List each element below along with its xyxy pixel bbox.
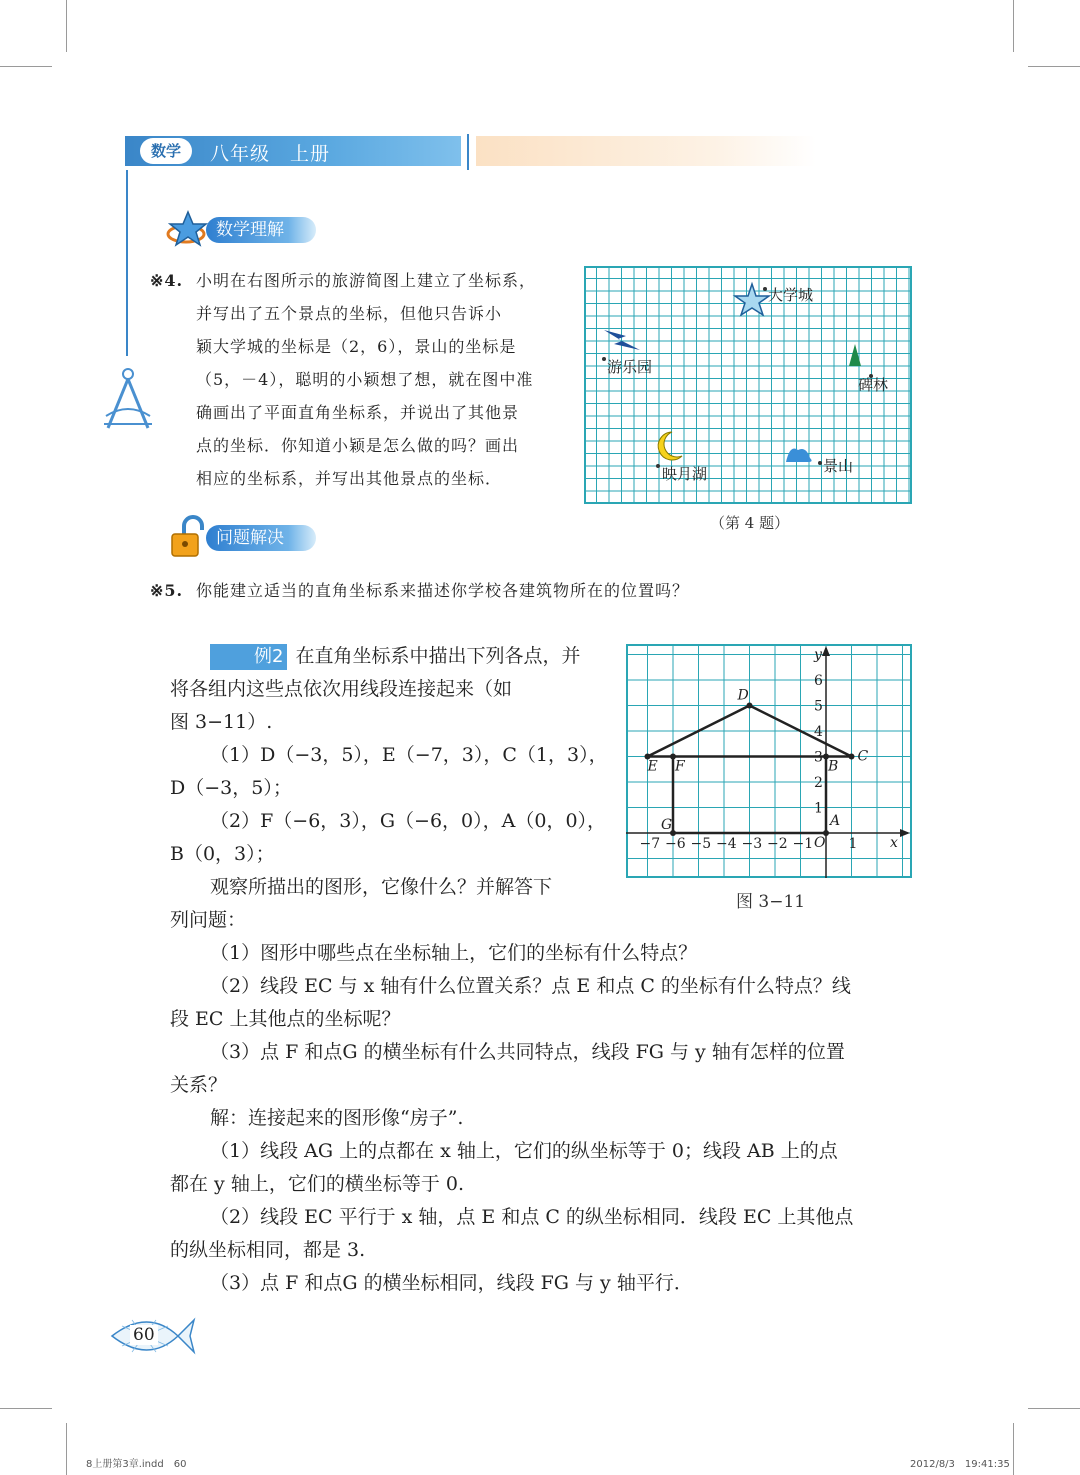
coordinate-plot	[626, 644, 912, 878]
x-tick-label: −7	[639, 836, 661, 852]
example-observe-line: 观察所描出的图形，它像什么？并解答下	[210, 876, 553, 898]
park-point	[602, 357, 606, 361]
problem4-line: 并写出了五个景点的坐标，但他只告诉小	[196, 304, 503, 323]
y-tick-label: 3	[814, 749, 823, 766]
example-observe-line: 列问题：	[170, 909, 247, 931]
y-axis-label: y	[814, 647, 822, 663]
y-tick-label: 5	[814, 698, 823, 715]
answer-1-line: 都在 y 轴上，它们的横坐标等于 0.	[170, 1173, 464, 1195]
question-3-line: （3）点 F 和点G 的横坐标有什么共同特点，线段 FG 与 y 轴有怎样的位置	[210, 1041, 845, 1063]
point-C	[849, 754, 855, 760]
x-tick-label: −4	[716, 836, 737, 852]
answer-1-line: （1）线段 AG 上的点都在 x 轴上，它们的纵坐标等于 0；线段 AB 上的点	[210, 1140, 838, 1162]
problem4-line: 小明在右图所示的旅游简图上建立了坐标系，	[196, 271, 537, 290]
problem4-number: ※4.	[150, 271, 184, 290]
x-tick-label: −2	[767, 836, 788, 852]
point-label-D: D	[737, 687, 749, 704]
page-number: 60	[130, 1325, 158, 1345]
y-tick-label: 1	[814, 800, 823, 817]
example-column	[170, 640, 610, 937]
x-tick-label: 1	[848, 836, 858, 852]
point-label-F: F	[675, 758, 685, 775]
header-divider	[467, 134, 469, 170]
question-3-line: 关系？	[170, 1074, 228, 1096]
crop-mark	[66, 1423, 67, 1475]
y-tick-label: 6	[814, 673, 823, 689]
university-label: 大学城	[768, 286, 814, 304]
x-tick-label: −5	[690, 836, 712, 852]
x-tick-label: −1	[792, 836, 814, 852]
example-body	[170, 937, 915, 1300]
example-item1-line: D（−3，5）；	[170, 777, 292, 799]
y-tick-label: 2	[814, 775, 823, 791]
problem4-line: 相应的坐标系，并写出其他景点的坐标．	[196, 469, 503, 488]
problem4-line: 点的坐标．你知道小颖是怎么做的吗？画出	[196, 436, 520, 455]
compass-icon	[100, 366, 156, 432]
crop-mark	[1028, 1408, 1080, 1409]
crop-mark	[1013, 0, 1014, 52]
section-problem-solving: 问题解决	[206, 525, 316, 551]
example-intro-line: 图 3−11）.	[170, 711, 273, 733]
figure-caption: 图 3−11	[736, 892, 806, 912]
problem4-line: （5，－4），聪明的小颖想了想，就在图中准	[196, 370, 534, 389]
stele-label: 碑林	[858, 376, 889, 394]
problem4-caption: （第 4 题）	[710, 514, 790, 532]
footer-timestamp: 2012/8/3 19:41:35	[910, 1459, 1010, 1470]
crop-mark	[1013, 1423, 1014, 1475]
header-subject-logo: 数学	[140, 138, 192, 164]
question-2-line: （2）线段 EC 与 x 轴有什么位置关系？点 E 和点 C 的坐标有什么特点？线	[210, 975, 851, 997]
answer-3: （3）点 F 和点G 的横坐标相同，线段 FG 与 y 轴平行．	[210, 1272, 693, 1294]
tourism-map	[584, 266, 912, 504]
answer-2-line: （2）线段 EC 平行于 x 轴，点 E 和点 C 的纵坐标相同．线段 EC 上其他点	[210, 1206, 854, 1228]
footer-file: 8上册第3章.indd 60	[86, 1459, 187, 1470]
problem5-text: 你能建立适当的直角坐标系来描述你学校各建筑物所在的位置吗？	[196, 581, 690, 600]
example-item1-line: （1）D（−3，5），E（−7，3），C（1，3），	[210, 744, 608, 766]
point-label-B: B	[828, 758, 839, 775]
x-tick-label: −6	[665, 836, 686, 852]
x-axis-label: x	[890, 835, 898, 851]
header-title: 八年级 上册	[210, 143, 331, 165]
y-tick-label: 4	[814, 724, 823, 740]
x-axis-arrow	[900, 829, 910, 837]
example-intro-line: 将各组内这些点依次用线段连接起来（如	[170, 678, 513, 700]
point-label-G: G	[661, 817, 673, 833]
crop-mark	[0, 66, 52, 67]
crop-mark	[1028, 66, 1080, 67]
margin-rule	[126, 170, 128, 356]
header-fade	[476, 136, 816, 166]
solution-intro: 解：连接起来的图形像“房子”.	[210, 1107, 464, 1129]
hill-point	[818, 461, 822, 465]
park-label: 游乐园	[607, 358, 653, 376]
problem4-text	[196, 264, 566, 495]
lake-moon-icon	[658, 432, 682, 460]
x-tick-label: −3	[741, 836, 763, 852]
origin-label: O	[814, 835, 826, 851]
point-label-A: A	[830, 813, 841, 829]
question-1: （1）图形中哪些点在坐标轴上，它们的坐标有什么特点？	[210, 942, 698, 964]
answer-2-line: 的纵坐标相同，都是 3.	[170, 1239, 366, 1261]
lake-point	[656, 464, 660, 468]
example-intro-line: 在直角坐标系中描出下列各点，并	[295, 645, 581, 667]
hill-icon	[786, 449, 812, 463]
lock-icon	[166, 514, 210, 558]
example-tag: 例2	[210, 644, 287, 670]
point-label-E: E	[647, 758, 658, 775]
section-understanding: 数学理解	[206, 217, 316, 243]
y-axis-arrow	[822, 646, 830, 656]
star-icon	[166, 210, 210, 250]
problem5-number: ※5.	[150, 581, 184, 600]
university-point	[763, 287, 767, 291]
example-item2-line: （2）F（−6，3），G（−6，0），A（0，0），	[210, 810, 607, 832]
problem4-line: 确画出了平面直角坐标系，并说出了其他景	[196, 403, 520, 422]
crop-mark	[66, 0, 67, 52]
hill-label: 景山	[823, 457, 854, 475]
lake-label: 映月湖	[662, 465, 708, 483]
point-label-C: C	[857, 748, 869, 765]
example-item2-line: B（0，3）；	[170, 843, 275, 865]
problem4-line: 颖大学城的坐标是（2，6），景山的坐标是	[196, 337, 517, 356]
question-2-line: 段 EC 上其他点的坐标呢？	[170, 1008, 401, 1030]
point-A	[823, 830, 829, 836]
crop-mark	[0, 1408, 52, 1409]
